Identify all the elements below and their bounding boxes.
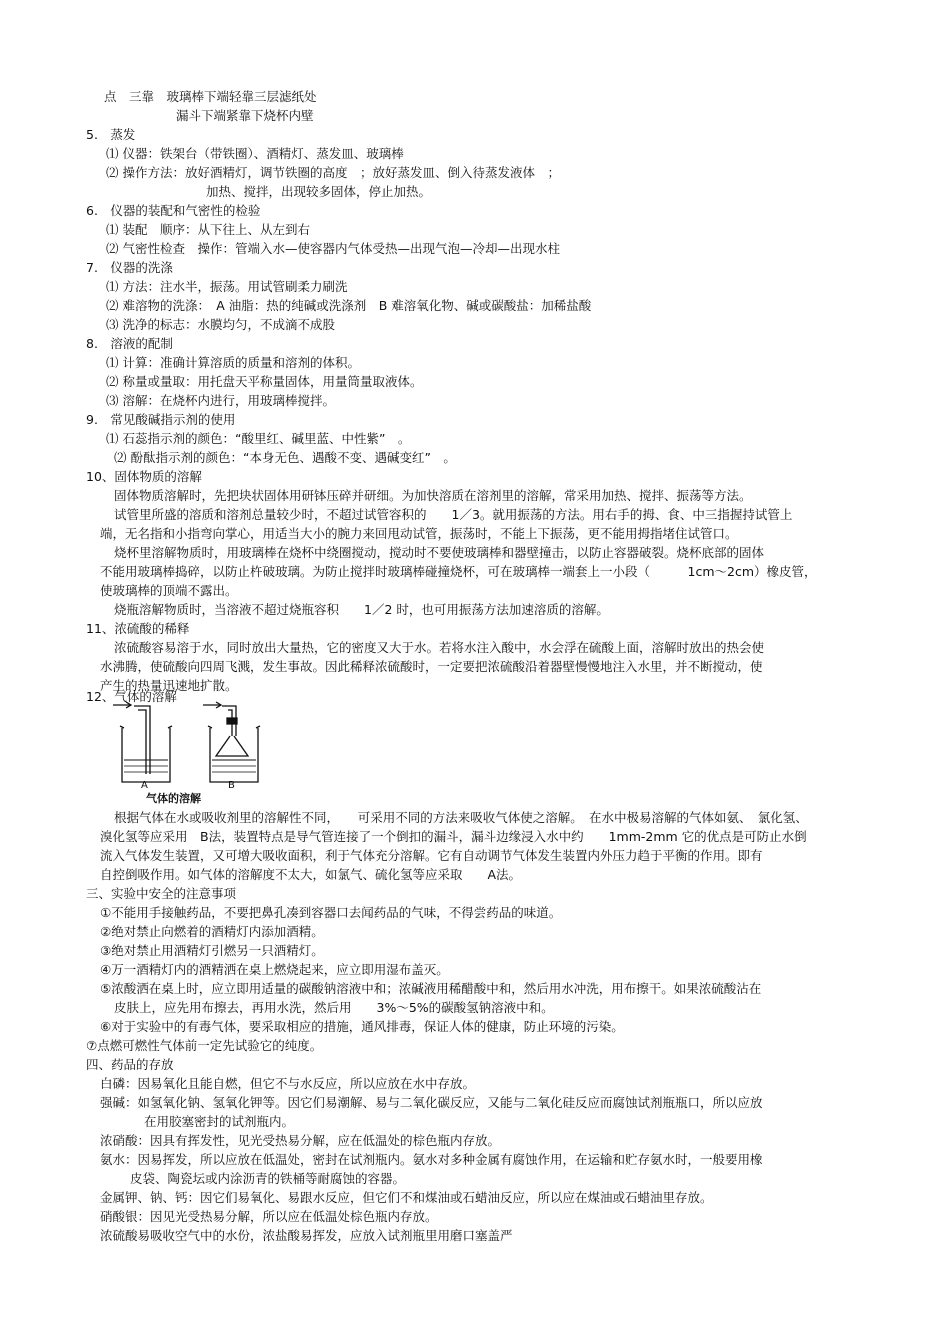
text-line: ⑴ 方法：注水半，振荡。用试管刷柔力刷洗 bbox=[106, 279, 348, 294]
text-line: 自控倒吸作用。如气体的溶解度不太大，如氯气、硫化氢等应采取 A法。 bbox=[100, 867, 522, 882]
text-line: ⑦点燃可燃性气体前一定先试验它的纯度。 bbox=[86, 1038, 323, 1053]
label-b: B bbox=[228, 780, 235, 791]
text-line: 流入气体发生装置，又可增大吸收面积，利于气体充分溶解。它有自动调节气体发生装置内外压力趋于平衡的作用。即有 bbox=[100, 848, 763, 863]
text-line: 烧杯里溶解物质时，用玻璃棒在烧杯中绕圈搅动，搅动时不要使玻璃棒和器壁撞击，以防止容器破裂。烧杯底部的固体 bbox=[114, 545, 765, 560]
text-line: 水沸腾，使硫酸向四周飞溅，发生事故。因此稀释浓硫酸时，一定要把浓硫酸沿着器壁慢慢地注入水里，并不断搅动，使 bbox=[100, 659, 763, 674]
section-heading: 三、实验中安全的注意事项 bbox=[86, 886, 237, 901]
text-line: 不能用玻璃棒捣碎，以防止杵破玻璃。为防止搅拌时玻璃棒碰撞烧杯，可在玻璃棒一端套上一小段（ 1cm～2cm）橡皮管， bbox=[100, 564, 817, 579]
section-heading: 12、气体的溶解 bbox=[86, 689, 177, 704]
text-line: 浓硫酸容易溶于水，同时放出大量热，它的密度又大于水。若将水注入酸中，水会浮在硫酸上面，溶解时放出的热会使 bbox=[114, 640, 765, 655]
text-line: 产生的热量迅速地扩散。 bbox=[100, 678, 238, 693]
text-line: ①不能用手接触药品，不要把鼻孔凑到容器口去闻药品的气味，不得尝药品的味道。 bbox=[100, 905, 562, 920]
text-line: ⑤浓酸洒在桌上时，应立即用适量的碳酸钠溶液中和；浓碱液用稀醋酸中和，然后用水冲洗，用布擦干。如果浓硫酸沾在 bbox=[100, 981, 762, 996]
section-heading: 7. 仪器的洗涤 bbox=[86, 260, 173, 275]
text-line: 端，无名指和小指弯向掌心，用适当大小的腕力来回甩动试管，振荡时，不能上下振荡，更不能用拇指堵住试管口。 bbox=[100, 526, 738, 541]
apparatus-diagram bbox=[108, 700, 278, 790]
text-line: 点 三靠 玻璃棒下端轻靠三层滤纸处 bbox=[104, 89, 317, 104]
text-line: 浓硝酸：因具有挥发性，见光受热易分解，应在低温处的棕色瓶内存放。 bbox=[100, 1133, 501, 1148]
section-heading: 5. 蒸发 bbox=[86, 127, 136, 142]
text-line: ⑴ 计算：准确计算溶质的质量和溶剂的体积。 bbox=[106, 355, 360, 370]
text-line: 试管里所盛的溶质和溶剂总量较少时，不超过试管容积的 1／3。就用振荡的方法。用右手的拇、食、中三指握持试管上 bbox=[114, 507, 793, 522]
text-line: ⑴ 石蕊指示剂的颜色：“酸里红、碱里蓝、中性紫” 。 bbox=[106, 431, 411, 446]
text-line: 浓硫酸易吸收空气中的水份，浓盐酸易挥发，应放入试剂瓶里用磨口塞盖严 bbox=[100, 1228, 513, 1243]
text-line: 白磷：因易氧化且能自燃，但它不与水反应，所以应放在水中存放。 bbox=[100, 1076, 476, 1091]
text-line: ⑵ 称量或量取：用托盘天平称量固体，用量筒量取液体。 bbox=[106, 374, 423, 389]
text-line: 在用胶塞密封的试剂瓶内。 bbox=[144, 1114, 295, 1129]
text-line: ⑵ 难溶物的洗涤： A 油脂：热的纯碱或洗涤剂 B 难溶氧化物、碱或碳酸盐：加稀盐酸 bbox=[106, 298, 592, 313]
text-line: 烧瓶溶解物质时，当溶液不超过烧瓶容积 1／2 时，也可用振荡方法加速溶质的溶解。 bbox=[114, 602, 609, 617]
section-heading: 8. 溶液的配制 bbox=[86, 336, 173, 351]
section-heading: 9. 常见酸碱指示剂的使用 bbox=[86, 412, 236, 427]
section-heading: 6. 仪器的装配和气密性的检验 bbox=[86, 203, 261, 218]
label-a: A bbox=[141, 780, 148, 791]
text-line: ⑵ 气密性检查 操作：管端入水—使容器内气体受热—出现气泡—冷却—出现水柱 bbox=[106, 241, 560, 256]
text-line: 强碱：如氢氧化钠、氢氧化钾等。因它们易潮解、易与二氧化碳反应，又能与二氧化硅反应而腐蚀试剂瓶瓶口，所以应放 bbox=[100, 1095, 763, 1110]
text-line: 固体物质溶解时，先把块状固体用研钵压碎并研细。为加快溶质在溶剂里的溶解，常采用加热、搅拌、振荡等方法。 bbox=[114, 488, 752, 503]
text-line: ⑥对于实验中的有毒气体，要采取相应的措施，通风排毒，保证人体的健康，防止环境的污染。 bbox=[100, 1019, 624, 1034]
figure-caption: 气体的溶解 bbox=[146, 792, 201, 805]
text-line: 氨水：因易挥发，所以应放在低温处，密封在试剂瓶内。氨水对多种金属有腐蚀作用，在运输和贮存氨水时，一般要用橡 bbox=[100, 1152, 763, 1167]
text-line: ⑴ 装配 顺序：从下往上、从左到右 bbox=[106, 222, 310, 237]
section-heading: 10、固体物质的溶解 bbox=[86, 469, 202, 484]
text-line: 硝酸银：因见光受热易分解，所以应在低温处棕色瓶内存放。 bbox=[100, 1209, 438, 1224]
text-line: 金属钾、钠、钙：因它们易氧化、易跟水反应，但它们不和煤油或石蜡油反应，所以应在煤油或石蜡油里存放。 bbox=[100, 1190, 713, 1205]
text-line: ⑶ 洗净的标志：水膜均匀，不成滴不成股 bbox=[106, 317, 335, 332]
text-line: ⑶ 溶解：在烧杯内进行，用玻璃棒搅拌。 bbox=[106, 393, 335, 408]
text-line: 漏斗下端紧靠下烧杯内壁 bbox=[176, 108, 314, 123]
text-line: 加热、搅拌，出现较多固体，停止加热。 bbox=[206, 184, 432, 199]
section-heading: 四、药品的存放 bbox=[86, 1057, 174, 1072]
text-line: 根据气体在水或吸收剂里的溶解性不同， 可采用不同的方法来吸收气体使之溶解。 在水中极易溶解的气体如氨、 氯化氢、 bbox=[114, 810, 808, 825]
text-line: 皮肤上，应先用布擦去，再用水洗，然后用 3%～5%的碳酸氢钠溶液中和。 bbox=[114, 1000, 554, 1015]
text-line: ②绝对禁止向燃着的酒精灯内添加酒精。 bbox=[100, 924, 324, 939]
text-line: ⑴ 仪器：铁架台（带铁圈）、酒精灯、蒸发皿、玻璃棒 bbox=[106, 146, 404, 161]
text-line: 使玻璃棒的顶端不露出。 bbox=[100, 583, 238, 598]
text-line: ③绝对禁止用酒精灯引燃另一只酒精灯。 bbox=[100, 943, 324, 958]
text-line: 溴化氢等应采用 B法，装置特点是导气管连接了一个倒扣的漏斗，漏斗边缘浸入水中约 1mm-2mm 它的优点是可防止水倒 bbox=[100, 829, 807, 844]
text-line: ⑵ 酚酞指示剂的颜色：“本身无色、遇酸不变、遇碱变红” 。 bbox=[114, 450, 456, 465]
text-line: 皮袋、陶瓷坛或内涂沥青的铁桶等耐腐蚀的容器。 bbox=[130, 1171, 406, 1186]
text-line: ⑵ 操作方法：放好酒精灯，调节铁圈的高度 ；放好蒸发皿、倒入待蒸发液体 ； bbox=[106, 165, 560, 180]
section-heading: 11、浓硫酸的稀释 bbox=[86, 621, 190, 636]
text-line: ④万一酒精灯内的酒精洒在桌上燃烧起来，应立即用湿布盖灭。 bbox=[100, 962, 449, 977]
